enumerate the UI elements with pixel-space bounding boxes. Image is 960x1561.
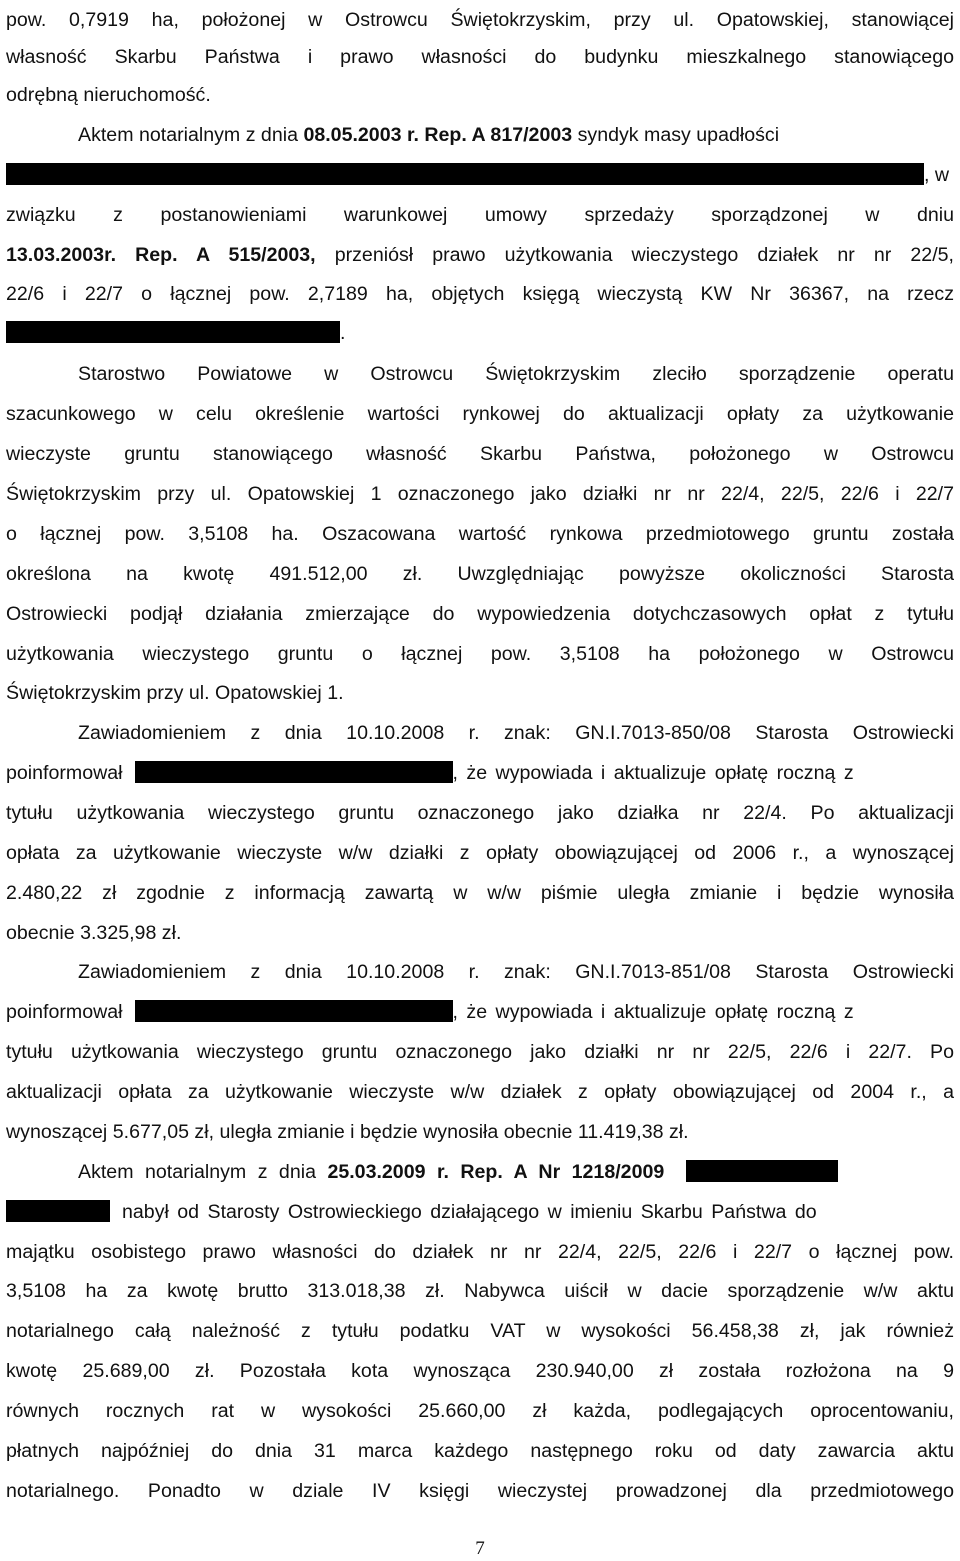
text-span: , że wypowiada i aktualizuje opłatę roczną z	[452, 1001, 854, 1023]
text-span: Aktem notarialnym z dnia	[78, 1161, 328, 1183]
text-span: , w	[924, 164, 950, 186]
text-span: notarialnego całą należność z tytułu podatku VAT w wysokości 56.458,38 zł, jak również	[6, 1320, 954, 1342]
text-line	[6, 1072, 954, 1112]
text-span: , że wypowiada i aktualizuje opłatę roczną z	[452, 762, 854, 784]
text-span: notarialnego. Ponadto w dziale IV księgi wieczystej prowadzonej dla przedmiotowego	[6, 1480, 954, 1502]
text-line	[6, 514, 954, 554]
redaction-bar	[6, 1200, 110, 1222]
text-line	[6, 235, 954, 275]
text-line	[6, 1471, 954, 1511]
text-span: aktualizacji opłata za użytkowanie wieczyste w/w działek z opłaty obowiązującej od 2004 r., a	[6, 1081, 954, 1103]
text-line	[6, 474, 954, 514]
text-line	[6, 1271, 954, 1311]
text-line	[6, 37, 954, 77]
text-span: płatnych najpóźniej do dnia 31 marca każdego następnego roku od daty zawarcia aktu	[6, 1440, 954, 1462]
text-span: Ostrowiecki podjął działania zmierzające do wypowiedzenia dotychczasowych opłat z tytułu	[6, 603, 954, 625]
text-span: opłata za użytkowanie wieczyste w/w działki z opłaty obowiązującej od 2006 r., a wynoszącej	[6, 842, 954, 864]
text-span: 22/6 i 22/7 o łącznej pow. 2,7189 ha, objętych księgą wieczystą KW Nr 36367, na rzecz	[6, 283, 954, 305]
text-span: tytułu użytkowania wieczystego gruntu oznaczonego jako działki nr nr 22/5, 22/6 i 22/7. Po	[6, 1041, 954, 1063]
text-line	[6, 1232, 954, 1272]
page-number: 7	[475, 1538, 485, 1559]
text-line	[6, 634, 954, 674]
text-span: szacunkowego w celu określenie wartości rynkowej do aktualizacji opłaty za użytkowanie	[6, 403, 954, 425]
text-line	[6, 833, 954, 873]
text-line	[6, 0, 954, 40]
text-line	[78, 115, 954, 155]
text-line	[6, 753, 954, 793]
text-span: wynoszącej 5.677,05 zł, uległa zmianie i będzie wynosiła obecnie 11.419,38 zł.	[6, 1121, 689, 1143]
text-span: nabył od Starosty Ostrowieckiego działającego w imieniu Skarbu Państwa do	[122, 1201, 817, 1223]
text-span: odrębną nieruchomość.	[6, 84, 211, 106]
text-line	[78, 1152, 954, 1192]
redaction-bar	[6, 321, 340, 343]
text-span: Zawiadomieniem z dnia 10.10.2008 r. znak: GN.I.7013-850/08 Starosta Ostrowiecki	[78, 722, 954, 744]
text-line	[6, 793, 954, 833]
text-line	[78, 952, 954, 992]
text-span: Świętokrzyskim przy ul. Opatowskiej 1.	[6, 682, 344, 704]
text-span: syndyk masy upadłości	[572, 124, 780, 146]
text-span: wieczyste gruntu stanowiącego własność Skarbu Państwa, położonego w Ostrowcu	[6, 443, 954, 465]
text-line	[6, 554, 954, 594]
text-line	[6, 992, 954, 1032]
text-span: .	[340, 322, 346, 344]
text-line	[6, 313, 954, 353]
redaction-bar	[135, 761, 453, 783]
bold-reference: 25.03.2009 r. Rep. A Nr 1218/2009	[327, 1161, 665, 1183]
text-span: pow. 0,7919 ha, położonej w Ostrowcu Świętokrzyskim, przy ul. Opatowskiej, stanowiącej	[6, 9, 954, 31]
bold-reference: 13.03.2003r. Rep. A 515/2003,	[6, 244, 316, 266]
text-span: Świętokrzyskim przy ul. Opatowskiej 1 oznaczonego jako działki nr nr 22/4, 22/5, 22/6 i 22/7	[6, 483, 954, 505]
text-span: związku z postanowieniami warunkowej umowy sprzedaży sporządzonej w dniu	[6, 204, 954, 226]
text-span: określona na kwotę 491.512,00 zł. Uwzględniając powyższe okoliczności Starosta	[6, 563, 954, 585]
text-span: Aktem notarialnym z dnia	[78, 124, 304, 146]
text-line	[6, 1112, 954, 1152]
text-line	[6, 1032, 954, 1072]
text-line	[6, 873, 954, 913]
text-line	[6, 155, 954, 195]
text-line	[6, 1391, 954, 1431]
text-line	[6, 594, 954, 634]
text-line	[6, 75, 954, 115]
text-span: Starostwo Powiatowe w Ostrowcu Świętokrzyskim zleciło sporządzenie operatu	[78, 363, 954, 385]
text-span: 2.480,22 zł zgodnie z informacją zawartą w w/w piśmie uległa zmianie i będzie wynosiła	[6, 882, 954, 904]
text-line	[6, 195, 954, 235]
text-span: o łącznej pow. 3,5108 ha. Oszacowana wartość rynkowa przedmiotowego gruntu została	[6, 523, 954, 545]
text-span: poinformował	[6, 762, 123, 784]
redaction-bar	[6, 163, 924, 185]
text-line	[6, 1351, 954, 1391]
text-span: kwotę 25.689,00 zł. Pozostała kota wynosząca 230.940,00 zł została rozłożona na 9	[6, 1360, 954, 1382]
text-span: tytułu użytkowania wieczystego gruntu oznaczonego jako działka nr 22/4. Po aktualizacji	[6, 802, 954, 824]
text-line	[78, 713, 954, 753]
text-span: przeniósł prawo użytkowania wieczystego działek nr nr 22/5,	[315, 244, 954, 266]
text-span: Zawiadomieniem z dnia 10.10.2008 r. znak: GN.I.7013-851/08 Starosta Ostrowiecki	[78, 961, 954, 983]
text-span: własność Skarbu Państwa i prawo własności do budynku mieszkalnego stanowiącego	[6, 46, 954, 68]
text-span: 3,5108 ha za kwotę brutto 313.018,38 zł. Nabywca uiścił w dacie sporządzenie w/w aktu	[6, 1280, 954, 1302]
text-line	[6, 434, 954, 474]
text-line	[6, 394, 954, 434]
bold-reference: 08.05.2003 r. Rep. A 817/2003	[303, 124, 573, 146]
text-line	[6, 274, 954, 314]
text-line	[6, 1431, 954, 1471]
text-line	[6, 1192, 954, 1232]
text-span: obecnie 3.325,98 zł.	[6, 922, 182, 944]
text-span: poinformował	[6, 1001, 123, 1023]
text-line	[6, 1311, 954, 1351]
redaction-bar	[686, 1160, 838, 1182]
text-line	[6, 673, 954, 713]
text-line	[78, 354, 954, 394]
text-line	[6, 913, 954, 953]
text-span: majątku osobistego prawo własności do działek nr nr 22/4, 22/5, 22/6 i 22/7 o łącznej pow.	[6, 1241, 954, 1263]
redaction-bar	[135, 1000, 453, 1022]
text-span: użytkowania wieczystego gruntu o łącznej pow. 3,5108 ha położonego w Ostrowcu	[6, 643, 954, 665]
text-span: równych rocznych rat w wysokości 25.660,00 zł każda, podlegających oprocentowaniu,	[6, 1400, 954, 1422]
